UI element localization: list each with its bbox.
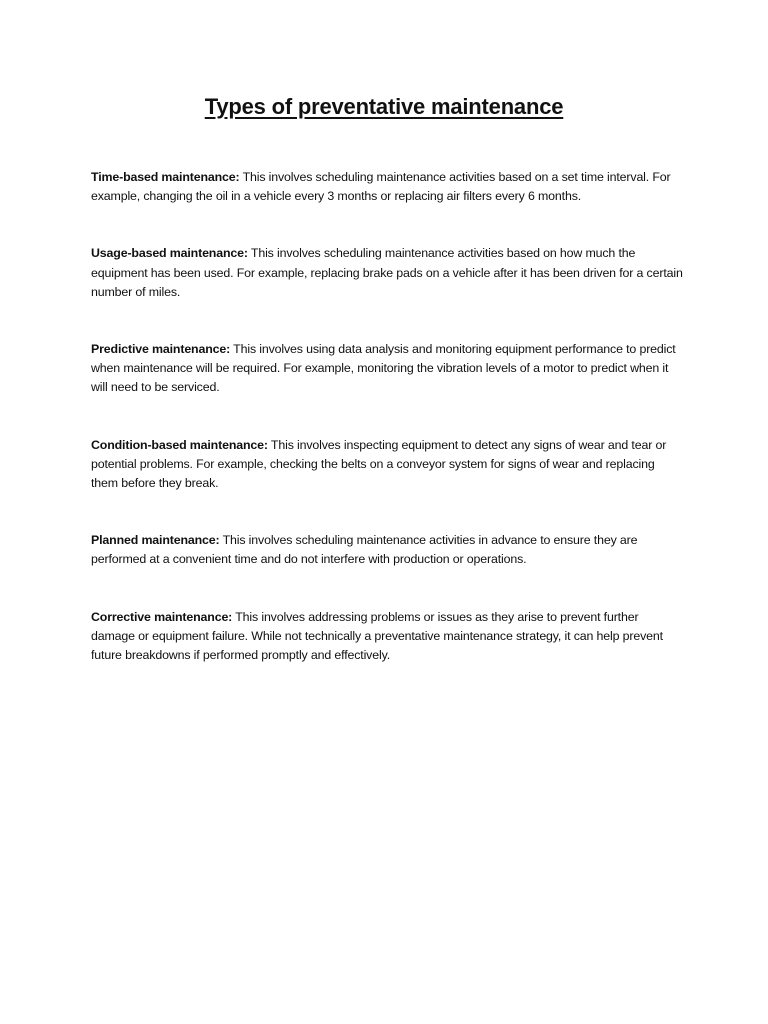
- section-term: Predictive maintenance:: [91, 342, 231, 357]
- section-text: This involves using data analysis and monitoring equipment performance to predict when maintenance will be required. For example, monitoring the vibration levels of a motor to predict when it will need to be serviced.: [91, 342, 676, 395]
- section-text: This involves inspecting equipment to detect any signs of wear and tear or potential problems. For example, checking the belts on a conveyor system for signs of wear and replacing them before they break.: [91, 437, 667, 491]
- section-text: This involves scheduling maintenance activities in advance to ensure they are performed at a convenient time and do not interfere with production or operations.: [91, 533, 638, 567]
- section-list: [91, 168, 683, 703]
- section-planned: [91, 531, 683, 569]
- section-term: Usage-based maintenance:: [91, 246, 248, 261]
- section-term: Condition-based maintenance:: [91, 437, 268, 452]
- section-term: Planned maintenance:: [91, 533, 220, 548]
- section-term: Corrective maintenance:: [91, 609, 233, 624]
- section-predictive: [91, 340, 683, 398]
- section-time-based: [91, 168, 683, 206]
- section-text: This involves addressing problems or issues as they arise to prevent further damage or equipment failure. While not technically a preventative maintenance strategy, it can help prevent future breakdowns if performed promptly and effectively.: [91, 609, 663, 663]
- section-term: Time-based maintenance:: [91, 170, 240, 184]
- section-usage-based: [91, 244, 683, 302]
- section-condition-based: [91, 436, 683, 494]
- section-text: This involves scheduling maintenance activities based on how much the equipment has been used. For example, replacing brake pads on a vehicle after it has been driven for a certain number of miles.: [91, 246, 683, 299]
- section-corrective: [91, 608, 683, 666]
- section-text: This involves scheduling maintenance activities based on a set time interval. For example, changing the oil in a vehicle every 3 months or replacing air filters every 6 months.: [91, 170, 671, 204]
- page-title: Types of preventative maintenance: [204, 94, 564, 119]
